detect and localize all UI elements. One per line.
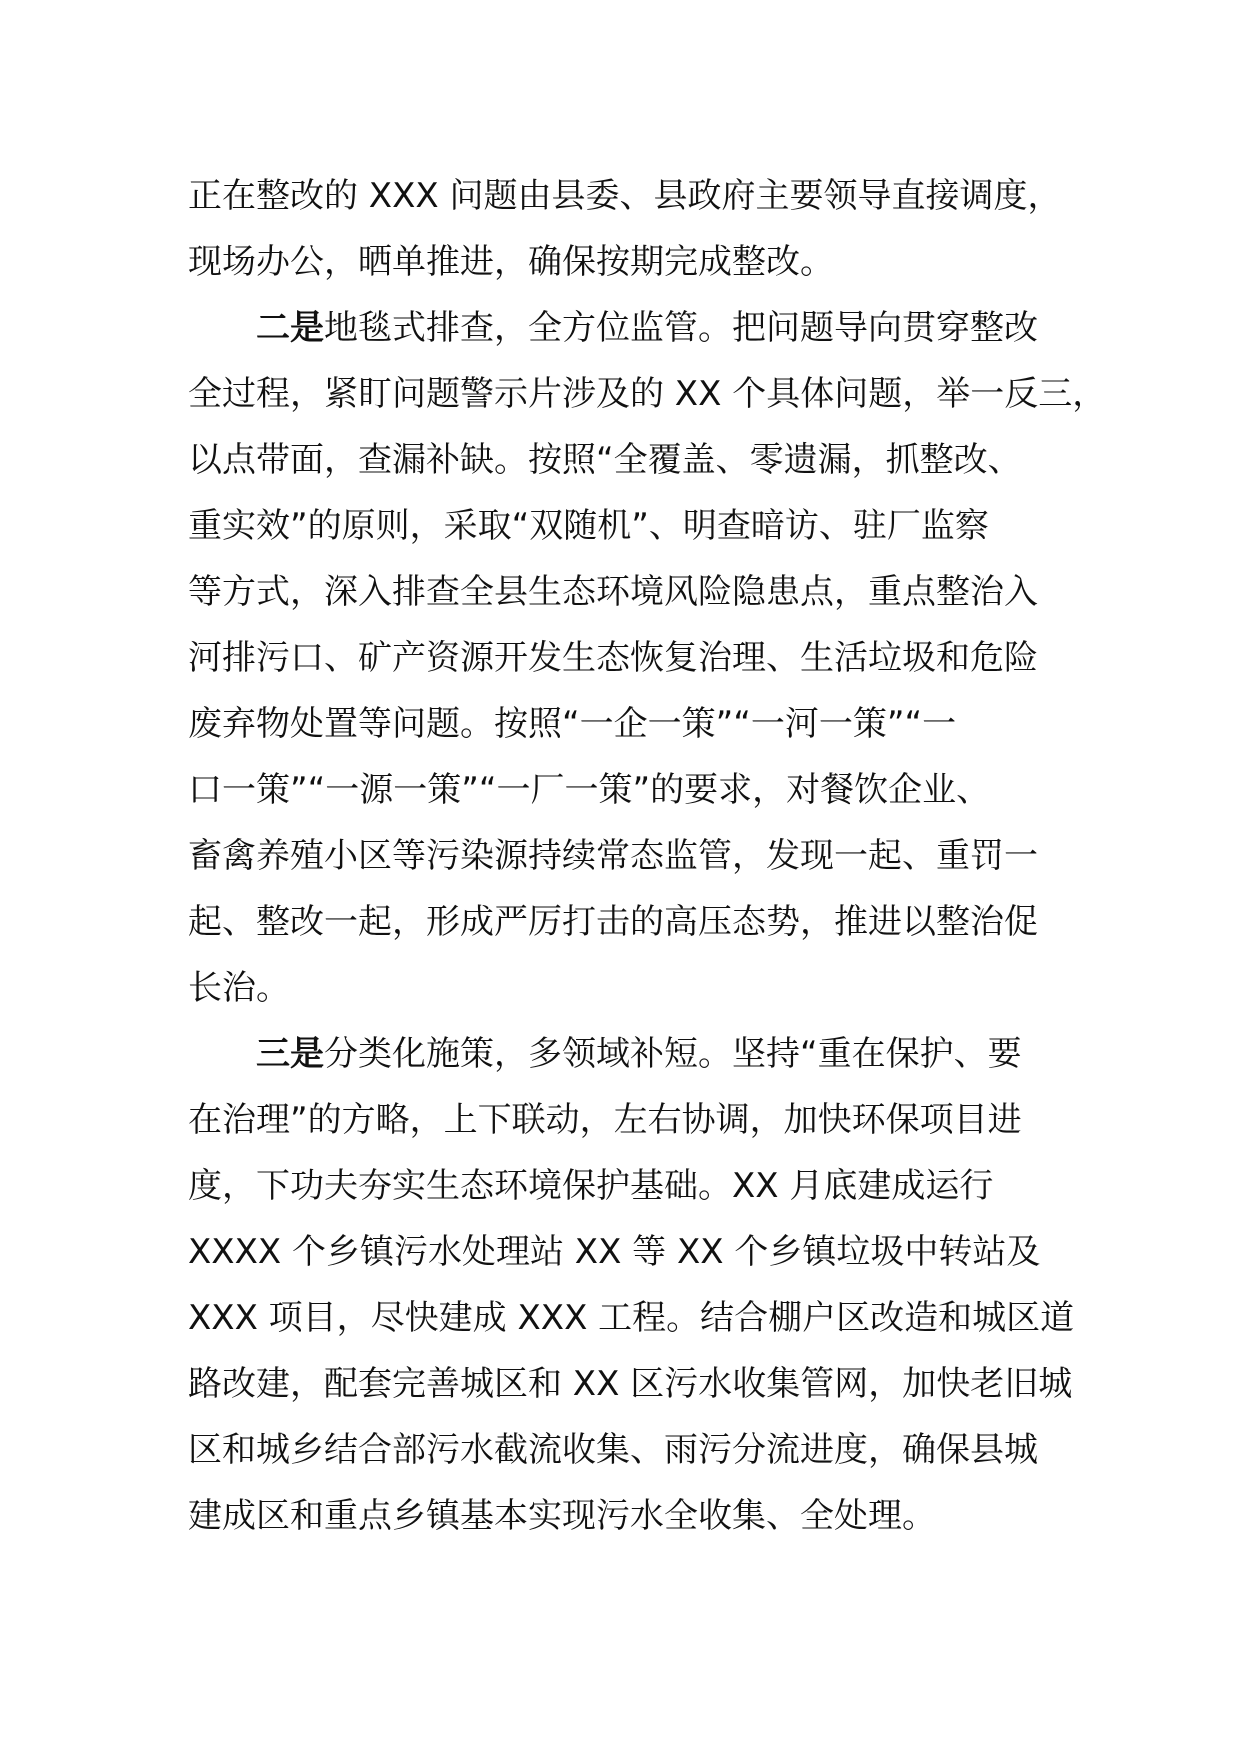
- text-line: 现场办公，晒单推进，确保按期完成整改。: [188, 242, 834, 282]
- text-line: 废弃物处置等问题。按照“一企一策”“一河一策”“一: [188, 704, 957, 744]
- text-line: 河排污口、矿产资源开发生态恢复治理、生活垃圾和危险: [188, 638, 1038, 678]
- text-line: 等方式，深入排查全县生态环境风险隐患点，重点整治入: [188, 572, 1038, 612]
- text-line: 建成区和重点乡镇基本实现污水全收集、全处理。: [188, 1496, 936, 1536]
- paragraph-first-line: [188, 1021, 1088, 1087]
- text-line: XXX 项目，尽快建成 XXX 工程。结合棚户区改造和城区道: [188, 1298, 1075, 1338]
- paragraph-3: [188, 1021, 1088, 1549]
- document-page: [188, 163, 1107, 1549]
- text-line: 度，下功夫夯实生态环境保护基础。XX 月底建成运行: [188, 1166, 994, 1206]
- paragraph-lead: 三是: [256, 1034, 324, 1074]
- text-line: XXXX 个乡镇污水处理站 XX 等 XX 个乡镇垃圾中转站及: [188, 1232, 1041, 1272]
- text-line: 长治。: [188, 968, 290, 1008]
- text-line: 全过程，紧盯问题警示片涉及的 XX 个具体问题，举一反三，: [188, 374, 1107, 414]
- text-line: 区和城乡结合部污水截流收集、雨污分流进度，确保县城: [188, 1430, 1038, 1470]
- text-line: 在治理”的方略，上下联动，左右协调，加快环保项目进: [188, 1100, 1022, 1140]
- text-line: 正在整改的 XXX 问题由县委、县政府主要领导直接调度，: [188, 176, 1062, 216]
- text-line: 重实效”的原则，采取“双随机”、明查暗访、驻厂监察: [188, 506, 989, 546]
- paragraph-first-line-text: 地毯式排查，全方位监管。把问题导向贯穿整改: [324, 308, 1038, 348]
- text-line: 以点带面，查漏补缺。按照“全覆盖、零遗漏，抓整改、: [188, 440, 1022, 480]
- paragraph-1: [188, 163, 1088, 295]
- paragraph-lead: 二是: [256, 308, 324, 348]
- text-line: 起、整改一起，形成严厉打击的高压态势，推进以整治促: [188, 902, 1038, 942]
- text-line: 路改建，配套完善城区和 XX 区污水收集管网，加快老旧城: [188, 1364, 1073, 1404]
- paragraph-first-line-text: 分类化施策，多领域补短。坚持“重在保护、要: [324, 1034, 1022, 1074]
- text-line: 口一策”“一源一策”“一厂一策”的要求，对餐饮企业、: [188, 770, 991, 810]
- text-line: 畜禽养殖小区等污染源持续常态监管，发现一起、重罚一: [188, 836, 1038, 876]
- paragraph-first-line: [188, 295, 1088, 361]
- paragraph-2: [188, 295, 1107, 1021]
